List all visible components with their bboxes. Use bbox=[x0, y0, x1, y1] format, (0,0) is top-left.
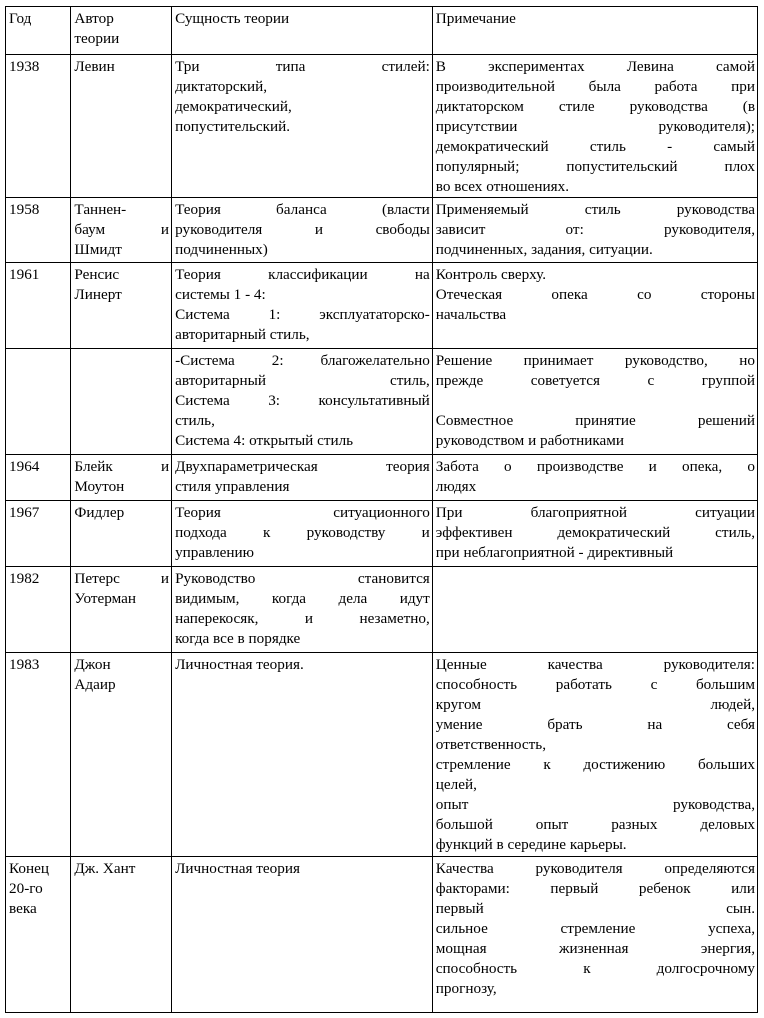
cell-text-line: диктаторский, bbox=[175, 78, 268, 95]
cell-text-line: диктаторском стиле руководства (в bbox=[435, 98, 755, 115]
cell-text-line: руководителя и свободы bbox=[175, 221, 430, 238]
cell-author bbox=[71, 567, 172, 653]
cell-text-line: Руководство становится bbox=[175, 570, 430, 587]
cell-author bbox=[71, 857, 172, 1013]
cell-text-line: теории bbox=[74, 30, 120, 47]
cell-author bbox=[71, 653, 172, 857]
table-row bbox=[6, 263, 758, 349]
cell-text-line: 1964 bbox=[9, 458, 40, 475]
cell-essence bbox=[172, 653, 433, 857]
cell-essence bbox=[172, 349, 433, 455]
cell-text-line: мощная жизненная энергия, bbox=[435, 940, 755, 957]
table-row bbox=[6, 198, 758, 263]
cell-year bbox=[6, 501, 71, 567]
cell-text-line: баум и bbox=[74, 221, 170, 238]
leadership-theories-table bbox=[5, 6, 758, 1013]
cell-note bbox=[432, 263, 757, 349]
cell-year bbox=[6, 567, 71, 653]
cell-essence bbox=[172, 501, 433, 567]
cell-text-line: Личностная теория bbox=[175, 860, 300, 877]
cell-year bbox=[6, 198, 71, 263]
cell-text-line: 20-го bbox=[9, 880, 43, 897]
cell-text-line: 1967 bbox=[9, 504, 40, 521]
cell-note bbox=[432, 349, 757, 455]
cell-essence bbox=[172, 857, 433, 1013]
cell-text-line: эффективен демократический стиль, bbox=[435, 524, 755, 541]
cell-text-line: Теория баланса (власти bbox=[175, 201, 430, 218]
cell-text-line: когда все в порядке bbox=[175, 630, 301, 647]
cell-text-line: прежде советуется с группой bbox=[435, 372, 755, 389]
cell-text-line: Линерт bbox=[74, 286, 122, 303]
cell-year bbox=[6, 455, 71, 501]
table-row bbox=[6, 455, 758, 501]
cell-text-line: популярный; попустительский плох bbox=[435, 158, 755, 175]
cell-text-line: попустительский. bbox=[175, 118, 291, 135]
cell-text-line: демократический, bbox=[175, 98, 292, 115]
cell-text-line: сильное стремление успеха, bbox=[435, 920, 755, 937]
cell-text-line: Блейк и bbox=[74, 458, 170, 475]
cell-text-line: стиль, bbox=[175, 412, 215, 429]
cell-essence bbox=[172, 455, 433, 501]
cell-text-line: системы 1 - 4: bbox=[175, 286, 266, 303]
table-row bbox=[6, 567, 758, 653]
cell-author bbox=[71, 263, 172, 349]
cell-text-line: кругом людей, bbox=[435, 696, 755, 713]
table-row bbox=[6, 501, 758, 567]
cell-note bbox=[432, 501, 757, 567]
cell-text-line: способность к долгосрочному bbox=[435, 960, 755, 977]
cell-text-line: Система 4: открытый стиль bbox=[175, 432, 354, 449]
cell-text-line: Фидлер bbox=[74, 504, 125, 521]
cell-note bbox=[432, 55, 757, 198]
cell-text-line: Система 1: эксплуататорско- bbox=[175, 306, 430, 323]
cell-text-line: Система 3: консультативный bbox=[175, 392, 430, 409]
cell-text-line: Автор bbox=[74, 10, 114, 27]
cell-year bbox=[6, 653, 71, 857]
cell-essence bbox=[172, 198, 433, 263]
cell-note bbox=[432, 857, 757, 1013]
cell-author bbox=[71, 501, 172, 567]
cell-author bbox=[71, 55, 172, 198]
table-row bbox=[6, 653, 758, 857]
cell-text-line: Отеческая опека со стороны bbox=[435, 286, 755, 303]
cell-note bbox=[432, 567, 757, 653]
cell-text-line: Адаир bbox=[74, 676, 116, 693]
cell-text-line: наперекосяк, и незаметно, bbox=[175, 610, 430, 627]
cell-text-line: подхода к руководству и bbox=[175, 524, 430, 541]
cell-text-line: В экспериментах Левина самой bbox=[435, 58, 755, 75]
cell-text-line: Сущность теории bbox=[175, 10, 290, 27]
cell-text-line: Примечание bbox=[435, 10, 516, 27]
cell-text-line: 1983 bbox=[9, 656, 40, 673]
cell-text-line: Джон bbox=[74, 656, 111, 673]
cell-year bbox=[6, 349, 71, 455]
cell-text-line: 1961 bbox=[9, 266, 40, 283]
cell-text-line: людях bbox=[435, 478, 477, 495]
table-header-row bbox=[6, 7, 758, 55]
cell-text-line: ответственность, bbox=[435, 736, 547, 753]
cell-text-line: Контроль сверху. bbox=[435, 266, 547, 283]
cell-text-line: Качества руководителя определяются bbox=[435, 860, 755, 877]
cell-text-line: способность работать с большим bbox=[435, 676, 755, 693]
cell-text-line: авторитарный стиль, bbox=[175, 372, 430, 389]
cell-text-line: -Система 2: благожелательно bbox=[175, 352, 430, 369]
cell-text-line: Таннен- bbox=[74, 201, 127, 218]
cell-text-line: руководством и работниками bbox=[435, 432, 624, 449]
cell-year bbox=[6, 263, 71, 349]
cell-text-line: Уотерман bbox=[74, 590, 136, 607]
header-essence bbox=[172, 7, 433, 55]
cell-note bbox=[432, 653, 757, 857]
cell-text-line: Петерс и bbox=[74, 570, 170, 587]
cell-text-line: производительной была работа при bbox=[435, 78, 755, 95]
cell-text-line: Шмидт bbox=[74, 241, 122, 258]
cell-text-line: Теория ситуационного bbox=[175, 504, 430, 521]
cell-text-line: Левин bbox=[74, 58, 115, 75]
cell-text-line: стремление к достижению больших bbox=[435, 756, 755, 773]
cell-text-line: целей, bbox=[435, 776, 477, 793]
cell-text-line: Совместное принятие решений bbox=[435, 412, 755, 429]
header-note bbox=[432, 7, 757, 55]
cell-text-line: во всех отношениях. bbox=[435, 178, 570, 195]
cell-text-line: 1938 bbox=[9, 58, 40, 75]
cell-text-line: зависит от: руководителя, bbox=[435, 221, 755, 238]
cell-text-line: факторами: первый ребенок или bbox=[435, 880, 755, 897]
cell-text-line: подчиненных) bbox=[175, 241, 268, 258]
cell-text-line: стиля управления bbox=[175, 478, 290, 495]
cell-year bbox=[6, 857, 71, 1013]
cell-text-line: видимым, когда дела идут bbox=[175, 590, 430, 607]
table-row bbox=[6, 55, 758, 198]
cell-text-line: начальства bbox=[435, 306, 507, 323]
cell-text-line: Теория классификации на bbox=[175, 266, 430, 283]
table-row bbox=[6, 349, 758, 455]
cell-text-line: умение брать на себя bbox=[435, 716, 755, 733]
cell-text-line: Применяемый стиль руководства bbox=[435, 201, 755, 218]
cell-note bbox=[432, 198, 757, 263]
cell-text-line: при неблагоприятной - директивный bbox=[435, 544, 674, 561]
table-row bbox=[6, 857, 758, 1013]
cell-text-line: 1982 bbox=[9, 570, 40, 587]
cell-text-line: Три типа стилей: bbox=[175, 58, 430, 75]
cell-essence bbox=[172, 55, 433, 198]
cell-note bbox=[432, 455, 757, 501]
cell-author bbox=[71, 455, 172, 501]
cell-text-line: Решение принимает руководство, но bbox=[435, 352, 755, 369]
header-author bbox=[71, 7, 172, 55]
cell-text-line: демократический стиль - самый bbox=[435, 138, 755, 155]
cell-essence bbox=[172, 567, 433, 653]
cell-essence bbox=[172, 263, 433, 349]
cell-text-line bbox=[436, 391, 755, 411]
cell-text-line: Ценные качества руководителя: bbox=[435, 656, 755, 673]
cell-text-line: управлению bbox=[175, 544, 255, 561]
cell-text-line: первый сын. bbox=[435, 900, 755, 917]
cell-text-line: авторитарный стиль, bbox=[175, 326, 310, 343]
cell-text-line: функций в середине карьеры. bbox=[435, 836, 627, 853]
cell-text-line: Ренсис bbox=[74, 266, 120, 283]
cell-text-line: Конец bbox=[9, 860, 49, 877]
cell-text-line: подчиненных, задания, ситуации. bbox=[435, 241, 653, 258]
cell-year bbox=[6, 55, 71, 198]
cell-text-line: опыт руководства, bbox=[435, 796, 755, 813]
cell-text-line: Год bbox=[9, 10, 32, 27]
cell-author bbox=[71, 198, 172, 263]
cell-text-line: Личностная теория. bbox=[175, 656, 304, 673]
cell-author bbox=[71, 349, 172, 455]
cell-text-line: Моутон bbox=[74, 478, 125, 495]
cell-text-line: большой опыт разных деловых bbox=[435, 816, 755, 833]
cell-text-line: прогнозу, bbox=[435, 980, 497, 997]
cell-text-line: Дж. Хант bbox=[74, 860, 136, 877]
cell-text-line: века bbox=[9, 900, 37, 917]
cell-text-line: При благоприятной ситуации bbox=[435, 504, 755, 521]
cell-text-line: 1958 bbox=[9, 201, 40, 218]
cell-text-line: Забота о производстве и опека, о bbox=[435, 458, 755, 475]
cell-text-line: присутствии руководителя); bbox=[435, 118, 755, 135]
header-year bbox=[6, 7, 71, 55]
cell-text-line: Двухпараметрическая теория bbox=[175, 458, 430, 475]
